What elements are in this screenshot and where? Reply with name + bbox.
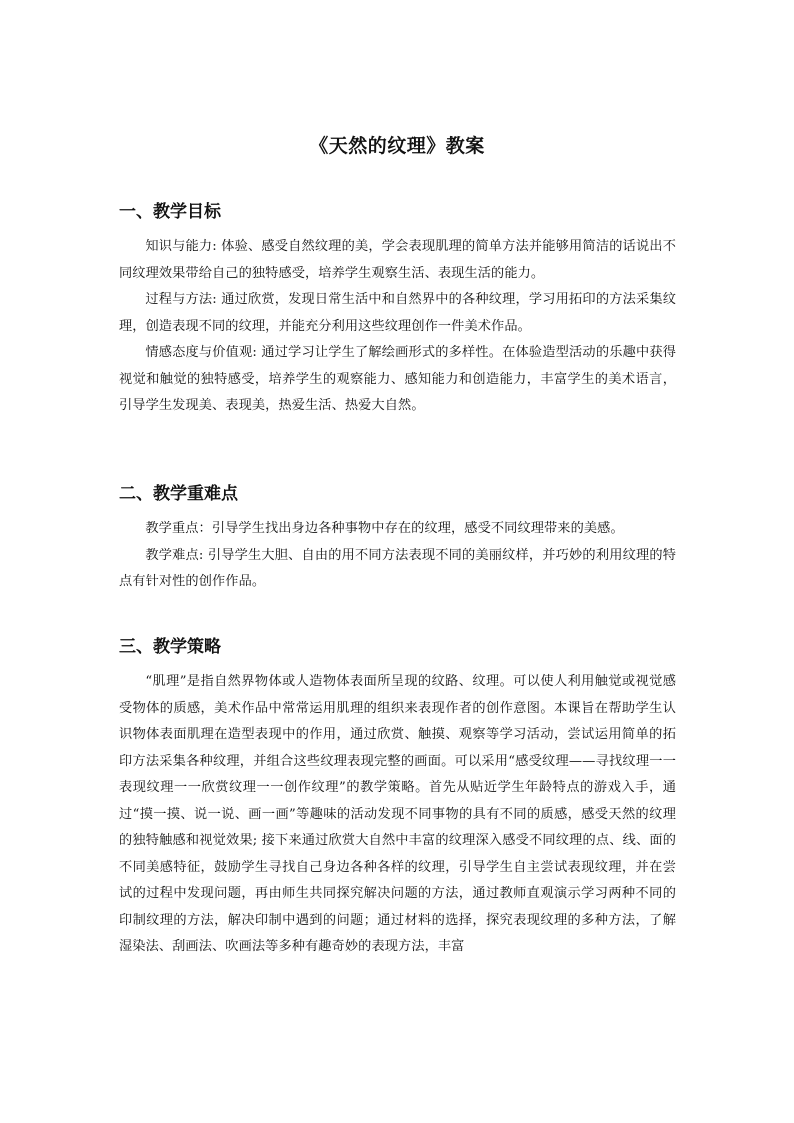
section-teaching-objectives <box>119 200 676 420</box>
paragraph-key-point: 教学重点：引导学生找出身边各种事物中存在的纹理，感受不同纹理带来的美感。 <box>145 521 624 536</box>
paragraph-strategy: “肌理”是指自然界物体或人造物体表面所呈现的纹路、纹理。可以使人利用触觉或视觉感受物体的质感，美术作品中常常运用肌理的组织来表现作者的创作意图。本课旨在帮助学生认识物体表面肌理在造型表现中的作用，通过欣赏、触摸、观察等学习活动，尝试运用简单的拓印方法采集各种纹理，并组合这些纹理表现完整的画面。可以采用“感受纹理——寻找纹理一一表现纹理一一欣赏纹理一一创作纹理”的教学策略。首先从贴近学生年龄特点的游戏入手，通过“摸一摸、说一说、画一画”等趣味的活动发现不同事物的具有不同的质感，感受天然的纹理的独特触感和视觉效果; 接下来通过欣赏大自然中丰富的纹理深入感受不同纹理的点、线、面的不同美感特征，鼓励学生寻找自己身边各种各样的纹理，引导学生自主尝试表现纹理，并在尝试的过程中发现问题，再由师生共同探究解决问题的方法，通过教师直观演示学习两种不同的印制纹理的方法，解决印制中遇到的问题；通过材料的选择，探究表现纹理的多种方法，了解湿染法、刮画法、吹画法等多种有趣奇妙的表现方法，丰富 <box>119 674 676 954</box>
section-heading: 一、教学目标 <box>119 202 221 222</box>
paragraph-emotion-values: 情感态度与价值观: 通过学习让学生了解绘画形式的多样性。在体验造型活动的乐趣中获得视觉和触觉的独特感受，培养学生的观察能力、感知能力和创造能力，丰富学生的美术语言，引导学生发现美、表现美，热爱生活、热爱大自然。 <box>119 345 676 413</box>
section-heading: 三、教学策略 <box>119 637 221 657</box>
paragraph-difficult-point: 教学难点: 引导学生大胆、自由的用不同方法表现不同的美丽纹样，并巧妙的利用纹理的特点有针对性的创作作品。 <box>119 547 676 589</box>
paragraph-process-method: 过程与方法: 通过欣赏，发现日常生活中和自然界中的各种纹理，学习用拓印的方法采集纹理，创造表现不同的纹理，并能充分利用这些纹理创作一件美术作品。 <box>119 292 676 334</box>
section-teaching-strategy <box>119 635 676 961</box>
section-key-difficult-points <box>119 482 676 596</box>
paragraph-knowledge-ability: 知识与能力: 体验、感受自然纹理的美，学会表现肌理的简单方法并能够用简洁的话说出不同纹理效果带给自己的独特感受，培养学生观察生活、表现生活的能力。 <box>119 239 676 281</box>
section-heading: 二、教学重难点 <box>119 484 238 504</box>
document-title: 《天然的纹理》教案 <box>309 135 485 157</box>
